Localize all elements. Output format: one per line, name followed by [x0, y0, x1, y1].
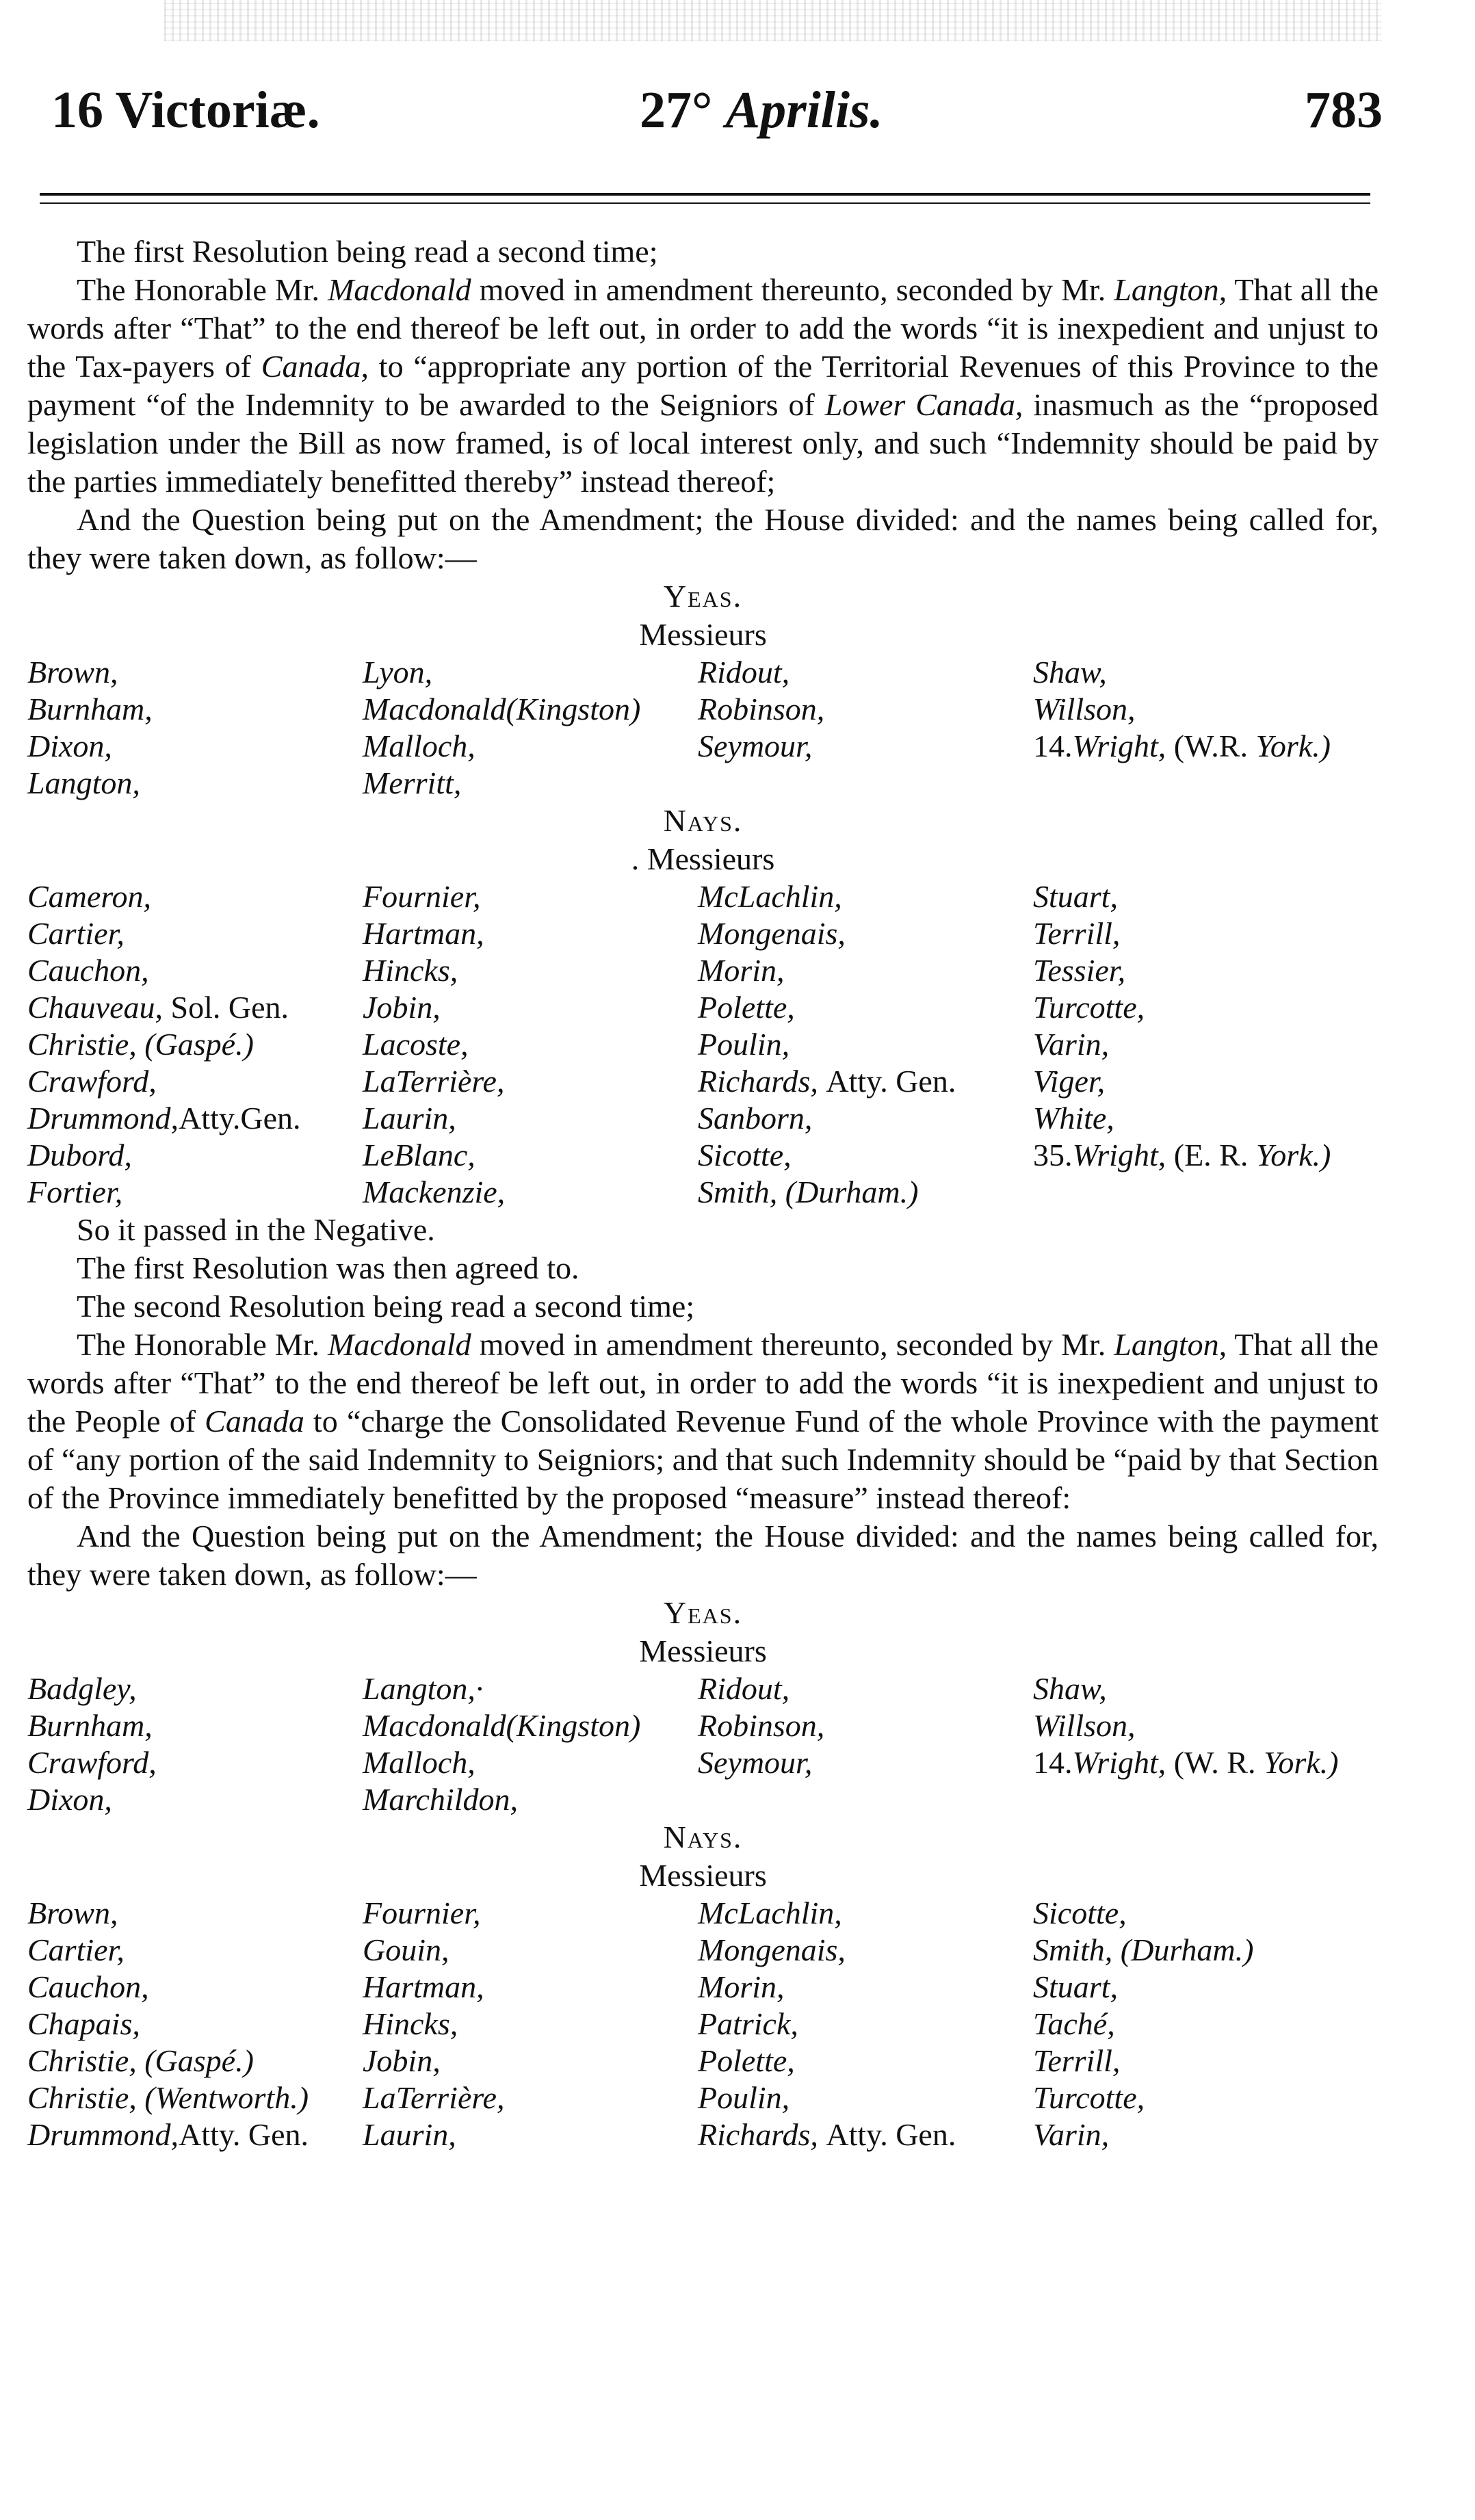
- place-canada: Canada,: [261, 349, 369, 384]
- member-name: Badgley,: [27, 1671, 137, 1706]
- journal-body: [27, 233, 1379, 2153]
- text-run: The Honorable Mr.: [77, 1327, 319, 1362]
- messieurs-label: Messieurs: [639, 617, 767, 652]
- page-header: [38, 81, 1437, 156]
- name-macdonald: Macdonald: [328, 1327, 471, 1362]
- member-name: Smith, (Durham.): [698, 1174, 919, 1209]
- nays-heading: Nays.: [663, 803, 743, 838]
- office-sol-gen: Sol. Gen.: [170, 990, 289, 1025]
- member-name: Ridout,: [698, 1671, 790, 1706]
- member-name: Sanborn,: [698, 1101, 813, 1136]
- member-name: Crawford,: [27, 1064, 157, 1099]
- member-name: Shaw,: [1033, 1671, 1107, 1706]
- member-name: Lacoste,: [363, 1027, 469, 1062]
- member-name: Mongenais,: [698, 1932, 846, 1967]
- member-name-with-total: [1033, 1744, 1379, 1781]
- yeas-heading: Yeas.: [663, 1595, 743, 1630]
- member-richards: Richards,: [698, 2117, 818, 2152]
- place-lower-canada: Lower Canada,: [824, 387, 1023, 422]
- paragraph-amendment-2: [27, 1326, 1379, 1517]
- member-name: Christie, (Gaspé.): [27, 1027, 254, 1062]
- header-date: [640, 81, 883, 140]
- member-name: Christie, (Gaspé.): [27, 2043, 254, 2078]
- member-name: [698, 765, 1033, 802]
- member-name: Brown,: [27, 1895, 118, 1930]
- member-name: Cauchon,: [27, 1969, 149, 2004]
- paragraph-amendment-1: [27, 271, 1379, 501]
- office-atty-gen: Atty. Gen.: [826, 2117, 956, 2152]
- yeas-total: 14.: [1033, 1745, 1073, 1780]
- member-name: Langton,·: [363, 1671, 484, 1706]
- text-run: The Honorable Mr.: [77, 272, 319, 307]
- text-run: to “appropriate any portion of the Territorial Revenues of this Province to the payment “of the Indemnity to be awarded to the Seigniors of: [27, 349, 1379, 422]
- messieurs-label: . Messieurs: [631, 841, 775, 876]
- member-name-with-office: [27, 989, 363, 1026]
- messieurs-label: Messieurs: [639, 1633, 767, 1668]
- member-name: Turcotte,: [1033, 990, 1145, 1025]
- member-name: Seymour,: [698, 1745, 813, 1780]
- member-name: Hincks,: [363, 953, 458, 988]
- member-name: McLachlin,: [698, 1895, 842, 1930]
- member-name: Shaw,: [1033, 655, 1107, 690]
- member-name: Smith, (Durham.): [1033, 1932, 1254, 1967]
- member-name: Varin,: [1033, 2117, 1110, 2152]
- member-wright: Wright,: [1072, 1745, 1166, 1780]
- page-number: 783: [1305, 81, 1383, 139]
- paragraph-second-resolution: The second Resolution being read a second time;: [77, 1289, 695, 1324]
- member-drummond: Drummond,: [27, 2117, 179, 2152]
- member-name: White,: [1033, 1101, 1114, 1136]
- header-day: 27°: [640, 81, 713, 139]
- header-month: Aprilis.: [725, 81, 883, 139]
- member-name: Burnham,: [27, 1708, 153, 1743]
- riding: (E. R.: [1173, 1138, 1249, 1172]
- member-name: LeBlanc,: [363, 1138, 475, 1172]
- member-name: Lyon,: [363, 655, 433, 690]
- header-rule-thick: [40, 193, 1370, 196]
- member-name: Tessier,: [1033, 953, 1126, 988]
- member-name-with-office: [27, 2116, 363, 2153]
- member-name: [698, 1781, 1033, 1818]
- member-name: Dixon,: [27, 1782, 112, 1817]
- member-name: Taché,: [1033, 2006, 1115, 2041]
- member-name-with-total: [1033, 728, 1379, 765]
- member-name: Seymour,: [698, 729, 813, 763]
- member-name: Morin,: [698, 953, 785, 988]
- member-name: Fournier,: [363, 1895, 481, 1930]
- member-name: LaTerrière,: [363, 2080, 505, 2115]
- member-name: Stuart,: [1033, 1969, 1118, 2004]
- member-name: Langton,: [27, 765, 140, 800]
- riding: (W.R.: [1173, 729, 1248, 763]
- office-atty-gen: Atty. Gen.: [826, 1064, 956, 1099]
- member-wright: Wright,: [1072, 729, 1166, 763]
- member-name: [1033, 1781, 1379, 1818]
- yeas-list-1: [27, 654, 1379, 802]
- member-richards: Richards,: [698, 1064, 818, 1099]
- member-name: Polette,: [698, 990, 795, 1025]
- member-name: Sicotte,: [698, 1138, 792, 1172]
- text-run: moved in amendment thereunto, seconded by Mr.: [479, 272, 1106, 307]
- regnal-year: 16 Victoriæ.: [51, 81, 320, 139]
- member-name: Polette,: [698, 2043, 795, 2078]
- member-name: Terrill,: [1033, 2043, 1121, 2078]
- member-name: Hartman,: [363, 1969, 484, 2004]
- member-name: Robinson,: [698, 1708, 825, 1743]
- nays-list-1: [27, 878, 1379, 1211]
- member-name: Dubord,: [27, 1138, 132, 1172]
- member-name-with-office: [698, 1063, 1033, 1100]
- member-name: Malloch,: [363, 729, 475, 763]
- member-name: Hartman,: [363, 916, 484, 951]
- member-name: Cartier,: [27, 1932, 125, 1967]
- member-name: Hincks,: [363, 2006, 458, 2041]
- member-name: LaTerrière,: [363, 1064, 505, 1099]
- member-name: Willson,: [1033, 1708, 1136, 1743]
- member-name: Cauchon,: [27, 953, 149, 988]
- text-run: to “charge the Consolidated Revenue Fund of the whole Province with the payment of “any portion of the said Indemnity to Seigniors; and that such Indemnity should be “paid by that Section of the Province immediately benefitted by the proposed “measure” instead thereof:: [27, 1404, 1379, 1515]
- member-name: Ridout,: [698, 655, 790, 690]
- member-name: Marchildon,: [363, 1782, 518, 1817]
- member-name: Poulin,: [698, 1027, 790, 1062]
- member-name: Merritt,: [363, 765, 462, 800]
- member-name: Cartier,: [27, 916, 125, 951]
- member-name: Gouin,: [363, 1932, 449, 1967]
- member-name: Viger,: [1033, 1064, 1106, 1099]
- paragraph-question-2: And the Question being put on the Amendment; the House divided: and the names being called for, they were taken down, as follow:—: [27, 1519, 1379, 1592]
- member-name: Burnham,: [27, 692, 153, 726]
- member-name: [1033, 1174, 1379, 1211]
- member-name: Brown,: [27, 655, 118, 690]
- member-name: Macdonald(Kingston): [363, 692, 641, 726]
- riding-york: York.): [1255, 1138, 1331, 1172]
- member-name: Mackenzie,: [363, 1174, 506, 1209]
- member-name: Macdonald(Kingston): [363, 1708, 641, 1743]
- member-name: Christie, (Wentworth.): [27, 2080, 309, 2115]
- yeas-heading: Yeas.: [663, 579, 743, 614]
- header-rule-thin: [40, 202, 1370, 204]
- member-name: Stuart,: [1033, 879, 1118, 914]
- member-name: Terrill,: [1033, 916, 1121, 951]
- yeas-list-2: [27, 1670, 1379, 1818]
- member-name: Laurin,: [363, 1101, 456, 1136]
- member-name: Willson,: [1033, 692, 1136, 726]
- member-name: Cameron,: [27, 879, 152, 914]
- member-wright: Wright,: [1072, 1138, 1166, 1172]
- member-chauveau: Chauveau,: [27, 990, 164, 1025]
- messieurs-label: Messieurs: [639, 1858, 767, 1893]
- scan-noise: [164, 0, 1382, 41]
- member-name: Chapais,: [27, 2006, 140, 2041]
- name-langton: Langton,: [1114, 1327, 1227, 1362]
- paragraph-agreed: The first Resolution was then agreed to.: [77, 1250, 579, 1285]
- member-name: Turcotte,: [1033, 2080, 1145, 2115]
- member-name-with-total: [1033, 1137, 1379, 1174]
- member-name: Fournier,: [363, 879, 481, 914]
- member-name: Varin,: [1033, 1027, 1110, 1062]
- nays-total: 35.: [1033, 1138, 1073, 1172]
- member-name: Poulin,: [698, 2080, 790, 2115]
- name-macdonald: Macdonald: [328, 272, 471, 307]
- riding-york: York.): [1263, 1745, 1339, 1780]
- nays-list-2: [27, 1895, 1379, 2153]
- text-run: That all the words after “That” to the end thereof be left out, in order to add the words “it is inexpedient and unjust to the People of: [27, 1327, 1379, 1439]
- member-name: Malloch,: [363, 1745, 475, 1780]
- text-run: moved in amendment thereunto, seconded by Mr.: [479, 1327, 1106, 1362]
- member-name: Morin,: [698, 1969, 785, 2004]
- office-atty-gen: Atty.Gen.: [179, 1101, 301, 1136]
- member-name: Dixon,: [27, 729, 112, 763]
- member-name: Jobin,: [363, 2043, 441, 2078]
- member-name-with-office: [27, 1100, 363, 1137]
- member-name: Mongenais,: [698, 916, 846, 951]
- text-run: inasmuch as the “proposed legislation under the Bill as now framed, is of local interest only, and such “Indemnity should be paid by the parties immediately benefitted thereby” instead thereof;: [27, 387, 1379, 499]
- place-canada: Canada: [205, 1404, 304, 1439]
- paragraph-question-1: And the Question being put on the Amendment; the House divided: and the names being called for, they were taken down, as follow:—: [27, 502, 1379, 575]
- member-name: Jobin,: [363, 990, 441, 1025]
- nays-heading: Nays.: [663, 1820, 743, 1854]
- member-name: Fortier,: [27, 1174, 123, 1209]
- member-name-with-office: [698, 2116, 1033, 2153]
- paragraph-first-resolution: The first Resolution being read a second time;: [77, 234, 658, 269]
- name-langton: Langton,: [1114, 272, 1227, 307]
- member-drummond: Drummond,: [27, 1101, 179, 1136]
- member-name: [1033, 765, 1379, 802]
- member-name: Crawford,: [27, 1745, 157, 1780]
- yeas-total: 14.: [1033, 729, 1073, 763]
- member-name: McLachlin,: [698, 879, 842, 914]
- text-run: That all the words after “That” to the end thereof be left out, in order to add the words “it is inexpedient and unjust to the Tax-payers of: [27, 272, 1379, 384]
- riding-york: York.): [1255, 729, 1331, 763]
- riding: (W. R.: [1173, 1745, 1256, 1780]
- office-atty-gen: Atty. Gen.: [179, 2117, 309, 2152]
- member-name: Robinson,: [698, 692, 825, 726]
- member-name: Sicotte,: [1033, 1895, 1127, 1930]
- paragraph-negative: So it passed in the Negative.: [77, 1212, 435, 1247]
- member-name: Laurin,: [363, 2117, 456, 2152]
- member-name: Patrick,: [698, 2006, 798, 2041]
